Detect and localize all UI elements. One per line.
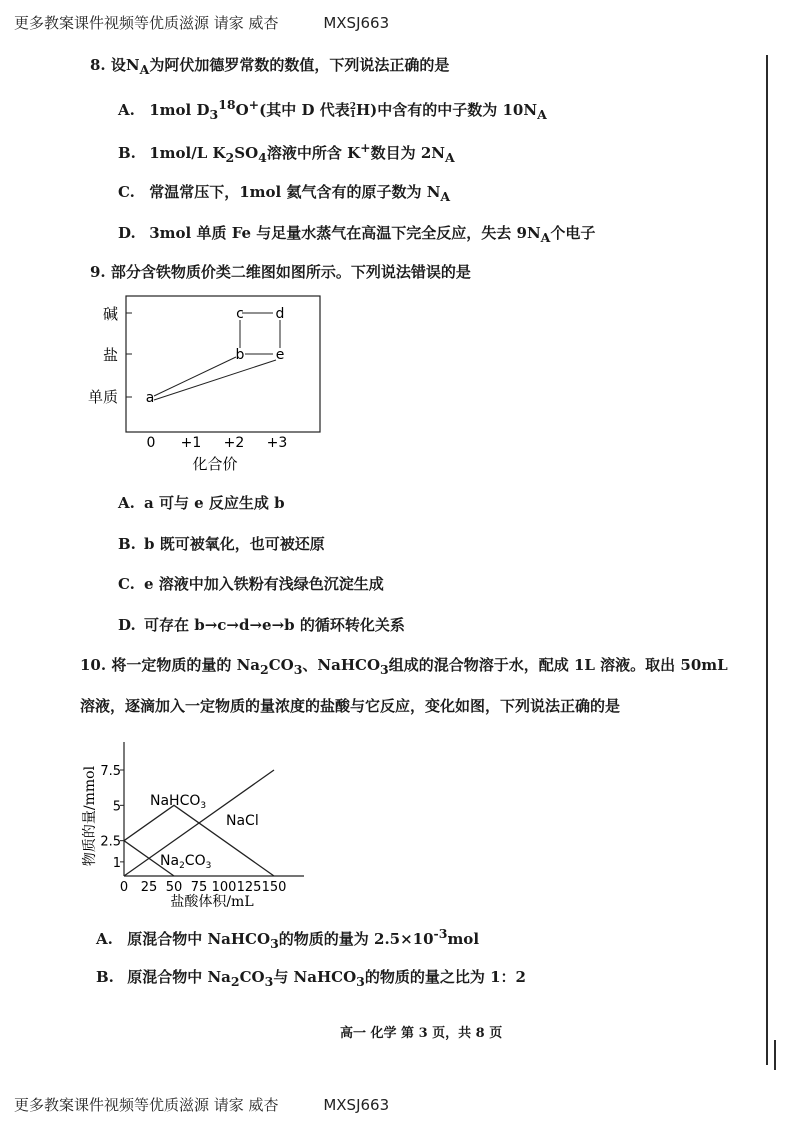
label-nahco3: NaHCO$_3$: [150, 793, 207, 811]
q10-text: 溶液，逐滴加入一定物质的量浓度的盐酸与它反应，变化如图，下列说法正确的是: [80, 697, 621, 715]
promo-code: MXSJ663: [323, 14, 390, 32]
x-tick-label: 150: [261, 880, 287, 895]
option-label: D.: [118, 224, 136, 242]
option-text: 可存在 b→c→d→e→b 的循环转化关系: [144, 616, 405, 634]
q10-option-b: [96, 966, 526, 989]
opt-sup: -3: [433, 926, 448, 941]
q8-option-b: [118, 140, 455, 165]
q10-chart: [74, 728, 314, 916]
promo-text: 更多教案课件视频等优质滋源 请家 威杏: [14, 14, 279, 32]
q10-number: 10.: [80, 656, 107, 674]
opt-text: 的物质的量之比为 1：2: [364, 968, 526, 986]
q8-stem: [90, 54, 449, 77]
x-tick-label: 125: [236, 880, 262, 895]
q10-sub: 2: [260, 662, 269, 677]
opt-sub: A: [537, 107, 547, 122]
opt-text: 原混合物中 NaHCO: [127, 930, 271, 948]
x-tick-label: 0: [119, 880, 129, 895]
promo-code: MXSJ663: [323, 1096, 390, 1114]
q10-text: CO: [268, 656, 294, 674]
ylabel-base: 碱: [102, 305, 118, 323]
line-a-e: [154, 360, 276, 400]
chart-ylabel: 物质的量/mmol: [82, 765, 98, 867]
opt-sup: 18: [218, 97, 236, 112]
q10-text: 组成的混合物溶于水，配成 1L 溶液。取出 50mL: [388, 656, 728, 674]
point-b: b: [235, 347, 245, 363]
opt-text: mol: [447, 930, 480, 948]
isotope-number: 1: [349, 110, 356, 120]
page-footer: 高一 化学 第 3 页，共 8 页: [340, 1026, 503, 1041]
option-label: C.: [118, 575, 135, 593]
option-label: A.: [118, 101, 135, 119]
promo-header: [14, 12, 389, 33]
q9-option-d: [118, 614, 405, 635]
option-text: b 既可被氧化，也可被还原: [144, 535, 325, 553]
q8-option-d: [118, 222, 595, 245]
y-tick-label: 7.5: [100, 764, 121, 779]
option-label: B.: [118, 535, 136, 553]
q9-stem-text: 部分含铁物质价类二维图如图所示。下列说法错误的是: [110, 263, 471, 281]
q9-option-b: [118, 533, 325, 554]
q8-number: 8.: [90, 56, 106, 74]
point-a: a: [145, 390, 155, 406]
point-c: c: [236, 306, 244, 322]
q10-sub: 3: [380, 662, 389, 677]
line-a-b: [154, 357, 236, 396]
opt-text: O: [235, 101, 249, 119]
x-tick-label: 25: [140, 880, 158, 895]
opt-sub: A: [440, 189, 451, 204]
option-text: a 可与 e 反应生成 b: [144, 494, 285, 512]
q8-option-a: [118, 97, 547, 122]
opt-text: 1mol/L K: [149, 144, 226, 162]
opt-text: 数目为 2N: [370, 144, 445, 162]
q9-option-c: [118, 573, 384, 594]
option-label: A.: [96, 930, 113, 948]
q8-stem-sub: A: [139, 62, 150, 77]
opt-text: 3mol 单质 Fe 与足量水蒸气在高温下完全反应，失去 9N: [149, 224, 541, 242]
q8-option-c: [118, 181, 450, 204]
xtick-2: +2: [223, 435, 245, 451]
label-na2co3: $Na_2CO_3$: [160, 853, 212, 871]
opt-text: 1mol D: [149, 101, 210, 119]
q10-stem-line2: [80, 695, 620, 716]
iron-valence-diagram: [80, 290, 340, 480]
opt-sub: 3: [356, 974, 365, 989]
y-tick-label: 5: [112, 799, 121, 815]
ylabel-salt: 盐: [102, 346, 118, 364]
opt-text: H)中含有的中子数为 10N: [355, 101, 538, 119]
q9-option-a: [118, 492, 285, 513]
opt-text: 溶液中所含 K: [266, 144, 361, 162]
opt-sub: 2: [230, 974, 240, 989]
xtick-1: +1: [180, 435, 202, 451]
opt-sub: 3: [270, 936, 279, 951]
opt-text: 个电子: [550, 224, 596, 242]
x-tick-label: 100: [211, 880, 237, 895]
option-label: D.: [118, 616, 136, 634]
opt-sub: 3: [209, 107, 219, 122]
diagram-frame: [126, 296, 320, 432]
ylabel-element: 单质: [87, 388, 118, 406]
opt-sup: +: [360, 140, 371, 155]
opt-text: 原混合物中 Na: [127, 968, 231, 986]
y-tick-label: 2.5: [100, 834, 121, 850]
diagram-xtitle: 化合价: [192, 455, 238, 473]
opt-sup: +: [248, 97, 260, 112]
opt-text: 的物质的量为 2.5×10: [278, 930, 434, 948]
opt-sub: 4: [258, 150, 267, 165]
opt-text: SO: [234, 144, 259, 162]
label-nacl: NaCl: [226, 813, 259, 829]
opt-text: 与 NaHCO: [273, 968, 357, 986]
xtick-0: 0: [146, 435, 156, 451]
opt-sub: A: [444, 150, 455, 165]
q10-text: 将一定物质的量的 Na: [111, 656, 260, 674]
binding-line-lower: [774, 1040, 776, 1070]
option-text: e 溶液中加入铁粉有浅绿色沉淀生成: [144, 575, 384, 593]
opt-sub: 3: [264, 974, 274, 989]
promo-text: 更多教案课件视频等优质滋源 请家 威杏: [14, 1096, 279, 1114]
point-e: e: [275, 347, 285, 363]
chart-xlabel: 盐酸体积/mL: [170, 894, 254, 910]
opt-text: 常温常压下，1mol 氦气含有的原子数为 N: [149, 183, 441, 201]
opt-text: (其中 D 代表: [259, 101, 350, 119]
opt-text: CO: [239, 968, 265, 986]
xtick-3: +3: [266, 435, 288, 451]
q9-number: 9.: [90, 263, 106, 281]
opt-sub: A: [540, 230, 551, 245]
q9-stem: [90, 261, 471, 282]
option-label: C.: [118, 183, 135, 201]
q8-stem-a: 设N: [110, 56, 140, 74]
q10-text: 、NaHCO: [302, 656, 381, 674]
option-label: B.: [118, 144, 136, 162]
q10-option-a: [96, 926, 479, 951]
opt-sub: 2: [225, 150, 235, 165]
q10-sub: 3: [293, 662, 303, 677]
y-tick-label: 1: [112, 855, 121, 871]
promo-footer: [14, 1094, 389, 1115]
x-tick-label: 75: [190, 880, 208, 895]
isotope-mass: 2: [349, 102, 356, 112]
q10-stem-line1: [80, 654, 728, 677]
option-label: A.: [118, 494, 135, 512]
option-label: B.: [96, 968, 114, 986]
binding-line: [766, 55, 768, 1065]
x-tick-label: 50: [165, 880, 183, 895]
point-d: d: [275, 306, 285, 322]
q8-stem-b: 为阿伏加德罗常数的数值，下列说法正确的是: [149, 56, 450, 74]
